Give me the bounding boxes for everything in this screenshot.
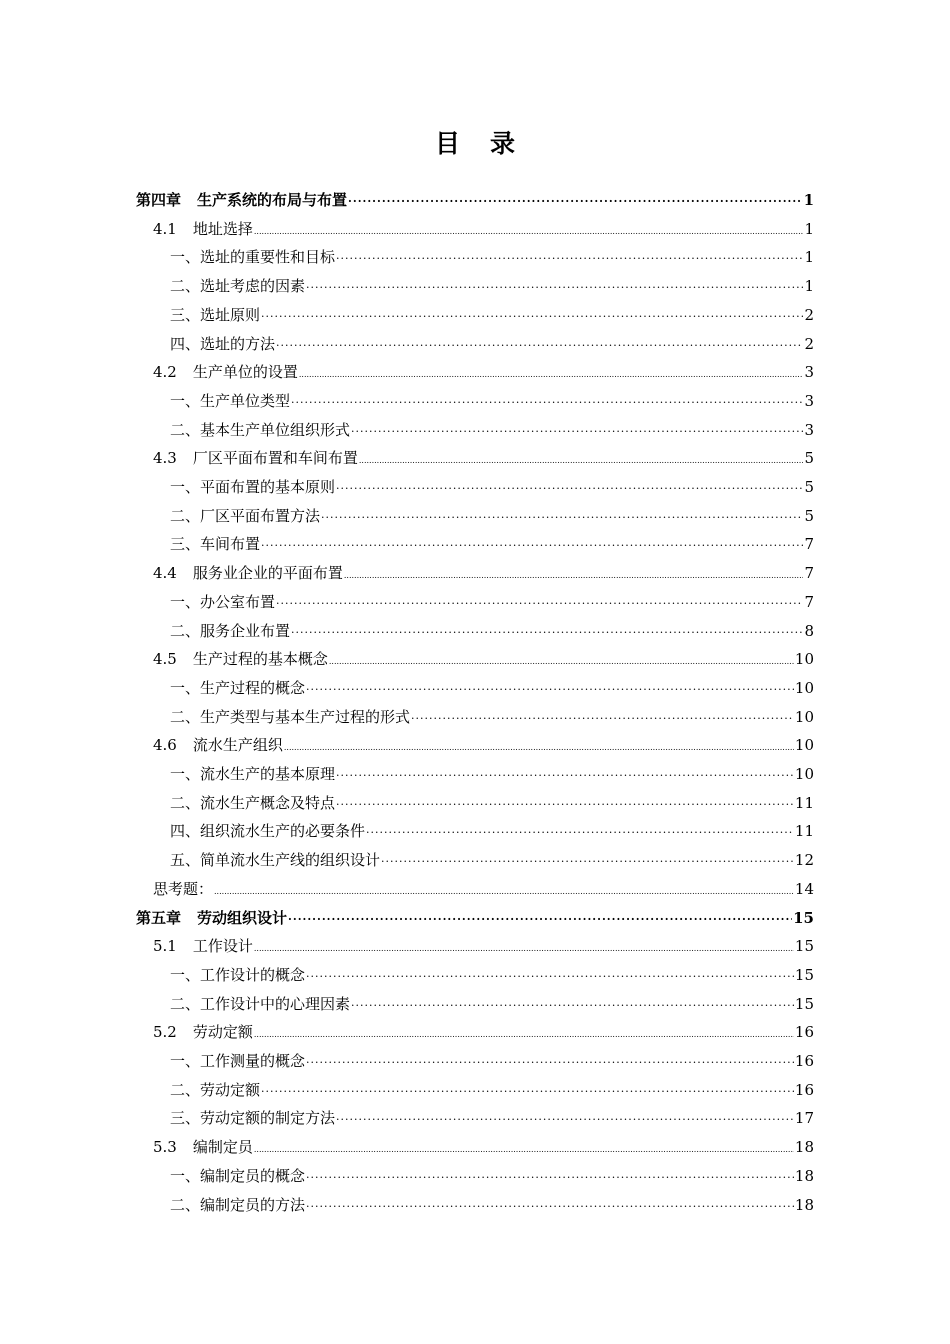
toc-subsection-entry[interactable] — [170, 964, 814, 990]
toc-subsection-entry[interactable] — [170, 1050, 814, 1076]
toc-subsection-entry[interactable] — [170, 706, 814, 732]
toc-entry-text: 一、生产过程的概念 — [170, 678, 306, 697]
toc-subsection-entry[interactable] — [170, 849, 814, 875]
toc-leader-dots — [336, 482, 803, 495]
toc-entry-text: 一、生产单位类型 — [170, 391, 291, 410]
toc-leader-dots — [336, 769, 794, 782]
toc-subsection-entry[interactable] — [170, 591, 814, 617]
toc-subsection-entry[interactable] — [170, 677, 814, 703]
toc-page-number: 7 — [804, 592, 814, 611]
toc-entry-label — [170, 304, 260, 325]
toc-leader-dots — [411, 712, 794, 725]
toc-entry-text: 一、工作测量的概念 — [170, 1052, 306, 1070]
toc-section-entry[interactable] — [153, 562, 814, 588]
toc-entry-number: 第五章 — [136, 908, 182, 927]
toc-leader-dots — [329, 657, 794, 666]
toc-page-number: 5 — [804, 478, 814, 496]
toc-page-number: 16 — [794, 1052, 814, 1070]
toc-entry-label — [170, 419, 350, 440]
toc-subsection-entry[interactable] — [170, 1079, 814, 1105]
toc-entry-text: 二、工作设计中的心理因素 — [170, 994, 351, 1013]
toc-subsection-entry[interactable] — [170, 476, 814, 502]
toc-entry-number: 5.2 — [153, 1023, 177, 1042]
toc-entry-label — [153, 734, 283, 755]
toc-page-number: 5 — [804, 449, 814, 468]
toc-page-number: 3 — [804, 363, 814, 382]
toc-entry-text: 劳动组织设计 — [197, 908, 288, 927]
toc-leader-dots — [351, 999, 794, 1012]
toc-leader-dots — [306, 970, 794, 983]
toc-leader-dots — [291, 396, 803, 409]
toc-page-number: 1 — [804, 277, 814, 296]
toc-chapter-entry[interactable] — [136, 189, 814, 215]
toc-entry-label — [136, 189, 347, 210]
toc-entry-label — [170, 620, 290, 641]
toc-entry-number: 5.1 — [153, 937, 177, 956]
toc-subsection-entry[interactable] — [170, 304, 814, 330]
toc-page-number: 1 — [803, 191, 814, 209]
toc-entry-label — [170, 1079, 260, 1100]
toc-entry-text: 一、选址的重要性和目标 — [170, 248, 336, 267]
toc-leader-dots — [276, 339, 803, 352]
toc-leader-dots — [336, 252, 803, 265]
toc-entry-number: 4.5 — [153, 650, 177, 669]
toc-page-number: 8 — [804, 621, 814, 640]
toc-entry-label — [153, 361, 298, 382]
toc-entry-label — [153, 1021, 253, 1042]
toc-entry-label — [170, 820, 365, 841]
toc-entry-text: 二、编制定员的方法 — [170, 1195, 306, 1214]
toc-subsection-entry[interactable] — [170, 419, 814, 445]
toc-leader-dots — [306, 281, 803, 294]
toc-entry-number: 4.4 — [153, 564, 177, 583]
toc-title: 目录 — [434, 129, 545, 158]
toc-entry-text: 地址选择 — [192, 219, 253, 238]
toc-page-number: 2 — [804, 305, 814, 324]
toc-page-number: 15 — [794, 965, 814, 984]
toc-entry-text: 一、工作设计的概念 — [170, 965, 306, 984]
toc-entry-text: 五、简单流水生产线的组织设计 — [170, 851, 381, 870]
toc-page-number: 5 — [804, 506, 814, 525]
toc-page-number: 7 — [804, 564, 814, 583]
toc-entry-text: 一、编制定员的概念 — [170, 1166, 306, 1185]
toc-page-number: 10 — [794, 765, 814, 783]
toc-entry-label — [153, 218, 253, 239]
toc-entry-number: 4.6 — [153, 736, 177, 755]
toc-entry-number: 第四章 — [136, 191, 182, 209]
toc-leader-dots — [291, 626, 803, 639]
toc-leader-dots — [306, 683, 794, 696]
toc-leader-dots — [261, 1085, 794, 1098]
toc-page-number: 1 — [804, 248, 814, 267]
toc-subsection-entry[interactable] — [170, 533, 814, 559]
toc-leader-dots — [254, 227, 804, 236]
toc-entry-label — [170, 964, 305, 985]
toc-section-entry[interactable] — [153, 1021, 814, 1047]
toc-entry-label — [170, 275, 305, 296]
toc-page-number: 11 — [794, 822, 814, 841]
toc-section-entry[interactable] — [153, 447, 814, 473]
toc-page-number: 2 — [804, 334, 814, 353]
toc-entry-text: 厂区平面布置和车间布置 — [192, 449, 358, 468]
toc-leader-dots — [254, 944, 794, 953]
toc-entry-label — [153, 447, 358, 468]
toc-entry-text: 二、厂区平面布置方法 — [170, 506, 321, 525]
toc-section-entry[interactable] — [153, 361, 814, 387]
toc-entry-text: 生产单位的设置 — [192, 363, 298, 382]
toc-entry-text: 工作设计 — [192, 937, 253, 956]
toc-section-entry[interactable] — [153, 648, 814, 674]
toc-entry-label — [170, 333, 275, 354]
toc-entry-text: 二、流水生产概念及特点 — [170, 793, 336, 812]
toc-leader-dots — [381, 855, 794, 868]
toc-entry-text: 一、平面布置的基本原则 — [170, 478, 336, 496]
toc-page-number: 7 — [804, 535, 814, 554]
toc-entry-text: 三、选址原则 — [170, 305, 261, 324]
toc-entry-text: 生产过程的基本概念 — [192, 650, 328, 669]
toc-entry-label — [170, 1050, 305, 1071]
toc-entry-text: 二、生产类型与基本生产过程的形式 — [170, 707, 411, 726]
toc-entry-text: 一、办公室布置 — [170, 592, 276, 611]
toc-entry-label — [153, 648, 328, 669]
toc-entry-text: 思考题： — [153, 879, 214, 898]
toc-entry-number: 4.2 — [153, 363, 177, 382]
toc-subsection-entry[interactable] — [170, 246, 814, 272]
toc-entry-label — [170, 993, 350, 1014]
toc-leader-dots — [254, 1030, 794, 1039]
toc-leader-dots — [261, 310, 803, 323]
toc-entry-text: 流水生产组织 — [192, 736, 283, 755]
toc-page-number: 18 — [794, 1166, 814, 1185]
toc-entry-text: 劳动定额 — [192, 1023, 253, 1042]
toc-entry-text: 生产系统的布局与布置 — [197, 191, 348, 209]
toc-page-number: 10 — [794, 650, 814, 669]
toc-page-number: 15 — [794, 994, 814, 1013]
toc-entry-label — [153, 562, 343, 583]
toc-subsection-entry[interactable] — [170, 620, 814, 646]
toc-leader-dots — [284, 743, 794, 752]
toc-leader-dots — [359, 456, 804, 465]
toc-entry-label — [170, 1165, 305, 1186]
toc-subsection-entry[interactable] — [170, 1165, 814, 1191]
toc-leader-dots — [299, 370, 804, 379]
toc-entry-text: 三、车间布置 — [170, 535, 261, 554]
toc-subsection-entry[interactable] — [170, 390, 814, 416]
toc-leader-dots — [351, 425, 803, 438]
toc-leader-dots — [288, 913, 792, 926]
toc-leader-dots — [254, 1145, 794, 1154]
toc-entry-text: 四、组织流水生产的必要条件 — [170, 822, 366, 841]
toc-section-entry[interactable] — [153, 878, 814, 904]
toc-leader-dots — [344, 571, 804, 580]
toc-entry-label — [170, 1107, 335, 1128]
toc-leader-dots — [366, 826, 794, 839]
toc-entry-label — [170, 849, 380, 870]
toc-entry-text: 三、劳动定额的制定方法 — [170, 1109, 336, 1128]
toc-page-number: 10 — [794, 736, 814, 755]
toc-entry-label — [170, 476, 335, 497]
toc-subsection-entry[interactable] — [170, 792, 814, 818]
toc-page-number: 3 — [804, 420, 814, 439]
toc-chapter-entry[interactable] — [136, 907, 814, 933]
toc-entry-label — [170, 505, 320, 526]
toc-entry-text: 编制定员 — [192, 1138, 253, 1157]
toc-entry-label — [170, 706, 410, 727]
toc-subsection-entry[interactable] — [170, 993, 814, 1019]
toc-entry-label — [170, 1194, 305, 1215]
toc-leader-dots — [306, 1056, 794, 1069]
toc-leader-dots — [336, 1113, 794, 1126]
toc-entry-text: 二、选址考虑的因素 — [170, 277, 306, 296]
toc-page-number: 17 — [794, 1109, 814, 1128]
toc-entry-text: 一、流水生产的基本原理 — [170, 765, 336, 783]
toc-leader-dots — [348, 195, 803, 208]
toc-entry-text: 服务业企业的平面布置 — [192, 564, 343, 583]
toc-section-entry[interactable] — [153, 218, 814, 244]
toc-entry-number: 4.1 — [153, 219, 177, 238]
toc-section-entry[interactable] — [153, 935, 814, 961]
toc-page-number: 15 — [793, 908, 814, 927]
toc-section-entry[interactable] — [153, 1136, 814, 1162]
toc-leader-dots — [306, 1171, 794, 1184]
toc-leader-dots — [321, 511, 803, 524]
toc-page-number: 10 — [794, 707, 814, 726]
toc-leader-dots — [214, 887, 794, 896]
toc-entry-label — [170, 390, 290, 411]
toc-entry-label — [170, 792, 335, 813]
toc-page-number: 18 — [794, 1138, 814, 1157]
toc-entry-number: 5.3 — [153, 1138, 177, 1157]
toc-subsection-entry[interactable] — [170, 1194, 814, 1220]
toc-entry-number: 4.3 — [153, 449, 177, 468]
toc-entry-label — [170, 763, 335, 784]
toc-leader-dots — [261, 539, 803, 552]
toc-page-number: 14 — [794, 879, 814, 898]
toc-page-number: 18 — [794, 1195, 814, 1214]
toc-subsection-entry[interactable] — [170, 1107, 814, 1133]
toc-subsection-entry[interactable] — [170, 333, 814, 359]
toc-page-number: 16 — [794, 1023, 814, 1042]
toc-entry-label — [170, 591, 275, 612]
toc-page-number: 1 — [804, 219, 814, 238]
toc-leader-dots — [336, 798, 794, 811]
toc-subsection-entry[interactable] — [170, 275, 814, 301]
toc-entry-label — [153, 935, 253, 956]
toc-section-entry[interactable] — [153, 734, 814, 760]
toc-subsection-entry[interactable] — [170, 763, 814, 789]
toc-page-number: 12 — [794, 851, 814, 870]
toc-leader-dots — [276, 597, 803, 610]
toc-page-number: 11 — [794, 793, 814, 812]
toc-entry-label — [153, 1136, 253, 1157]
toc-page-number: 15 — [794, 937, 814, 956]
toc-entry-label — [170, 677, 305, 698]
toc-page-number: 16 — [794, 1080, 814, 1099]
toc-entry-label — [170, 246, 335, 267]
toc-entry-text: 二、基本生产单位组织形式 — [170, 420, 351, 439]
toc-page-number: 10 — [794, 678, 814, 697]
toc-page-number: 3 — [804, 391, 814, 410]
toc-subsection-entry[interactable] — [170, 505, 814, 531]
toc-leader-dots — [306, 1200, 794, 1213]
toc-entry-text: 二、劳动定额 — [170, 1080, 261, 1099]
toc-entry-label — [153, 878, 213, 899]
toc-entry-label — [170, 533, 260, 554]
toc-entry-text: 四、选址的方法 — [170, 334, 276, 353]
toc-entry-label — [136, 907, 287, 928]
toc-subsection-entry[interactable] — [170, 820, 814, 846]
toc-entry-text: 二、服务企业布置 — [170, 621, 291, 640]
